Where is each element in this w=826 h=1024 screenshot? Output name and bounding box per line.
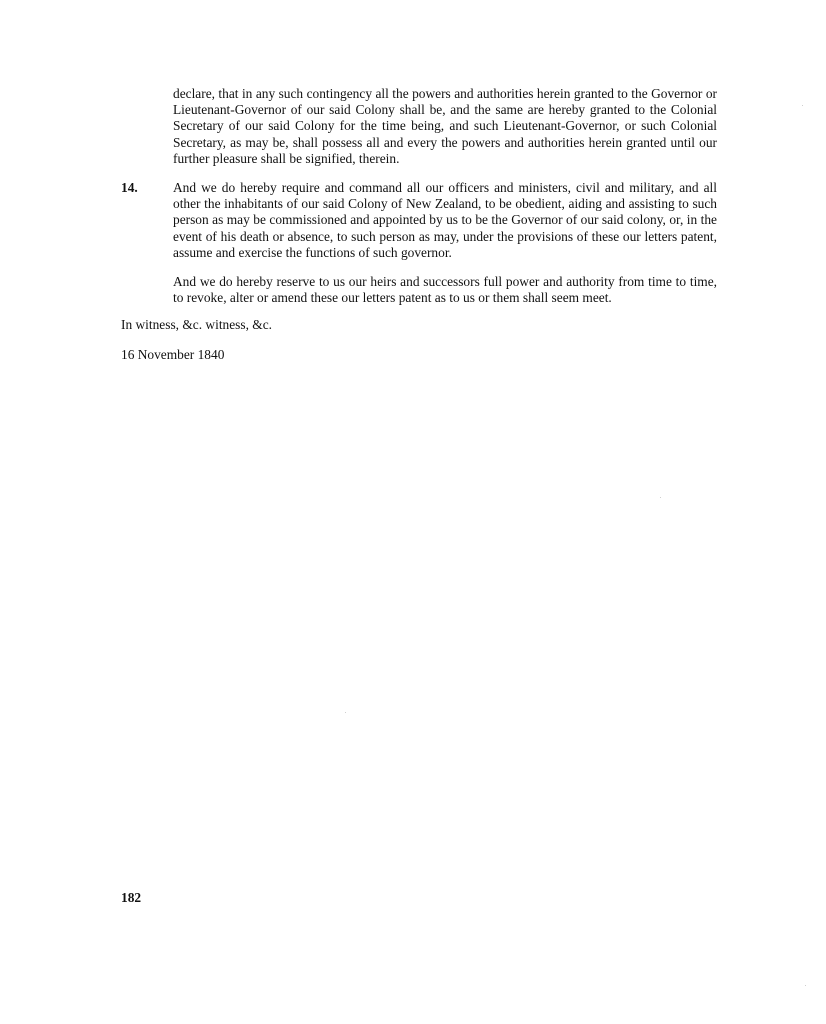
paragraph-reserve-power: And we do hereby reserve to us our heirs and successors full power and authority from time to time, to revoke, alter or amend these our letters patent as to us or them shall seem meet. bbox=[173, 274, 717, 306]
scan-speck bbox=[345, 712, 346, 713]
paragraph-14-text: And we do hereby require and command all our officers and ministers, civil and military, and all other the inhabitants of our said Colony of New Zealand, to be obedient, aiding and assisting to such person as may be commissioned and appointed by us to be the Governor of our said colony, or, in the event of his death or absence, to such person as may, under the provisions of these our letters patent, assume and exercise the functions of such governor. bbox=[173, 180, 717, 260]
paragraph-number: 14. bbox=[121, 180, 138, 195]
scan-speck bbox=[802, 105, 803, 106]
date-line: 16 November 1840 bbox=[121, 347, 225, 362]
scan-speck bbox=[805, 985, 806, 986]
paragraph-continuation: declare, that in any such contingency all the powers and authorities herein granted to the Governor or Lieutenant-Governor of our said Colony shall be, and the same are hereby granted to the Colonial Secretary of our said Colony for the time being, and such Lieutenant-Governor, or such Colonial Secretary, as may be, shall possess all and every the powers and authorities herein granted until our further pleasure shall be signified, therein. bbox=[173, 86, 717, 166]
scan-speck bbox=[660, 497, 661, 498]
page-number: 182 bbox=[121, 890, 142, 905]
witness-line: In witness, &c. witness, &c. bbox=[121, 317, 272, 332]
